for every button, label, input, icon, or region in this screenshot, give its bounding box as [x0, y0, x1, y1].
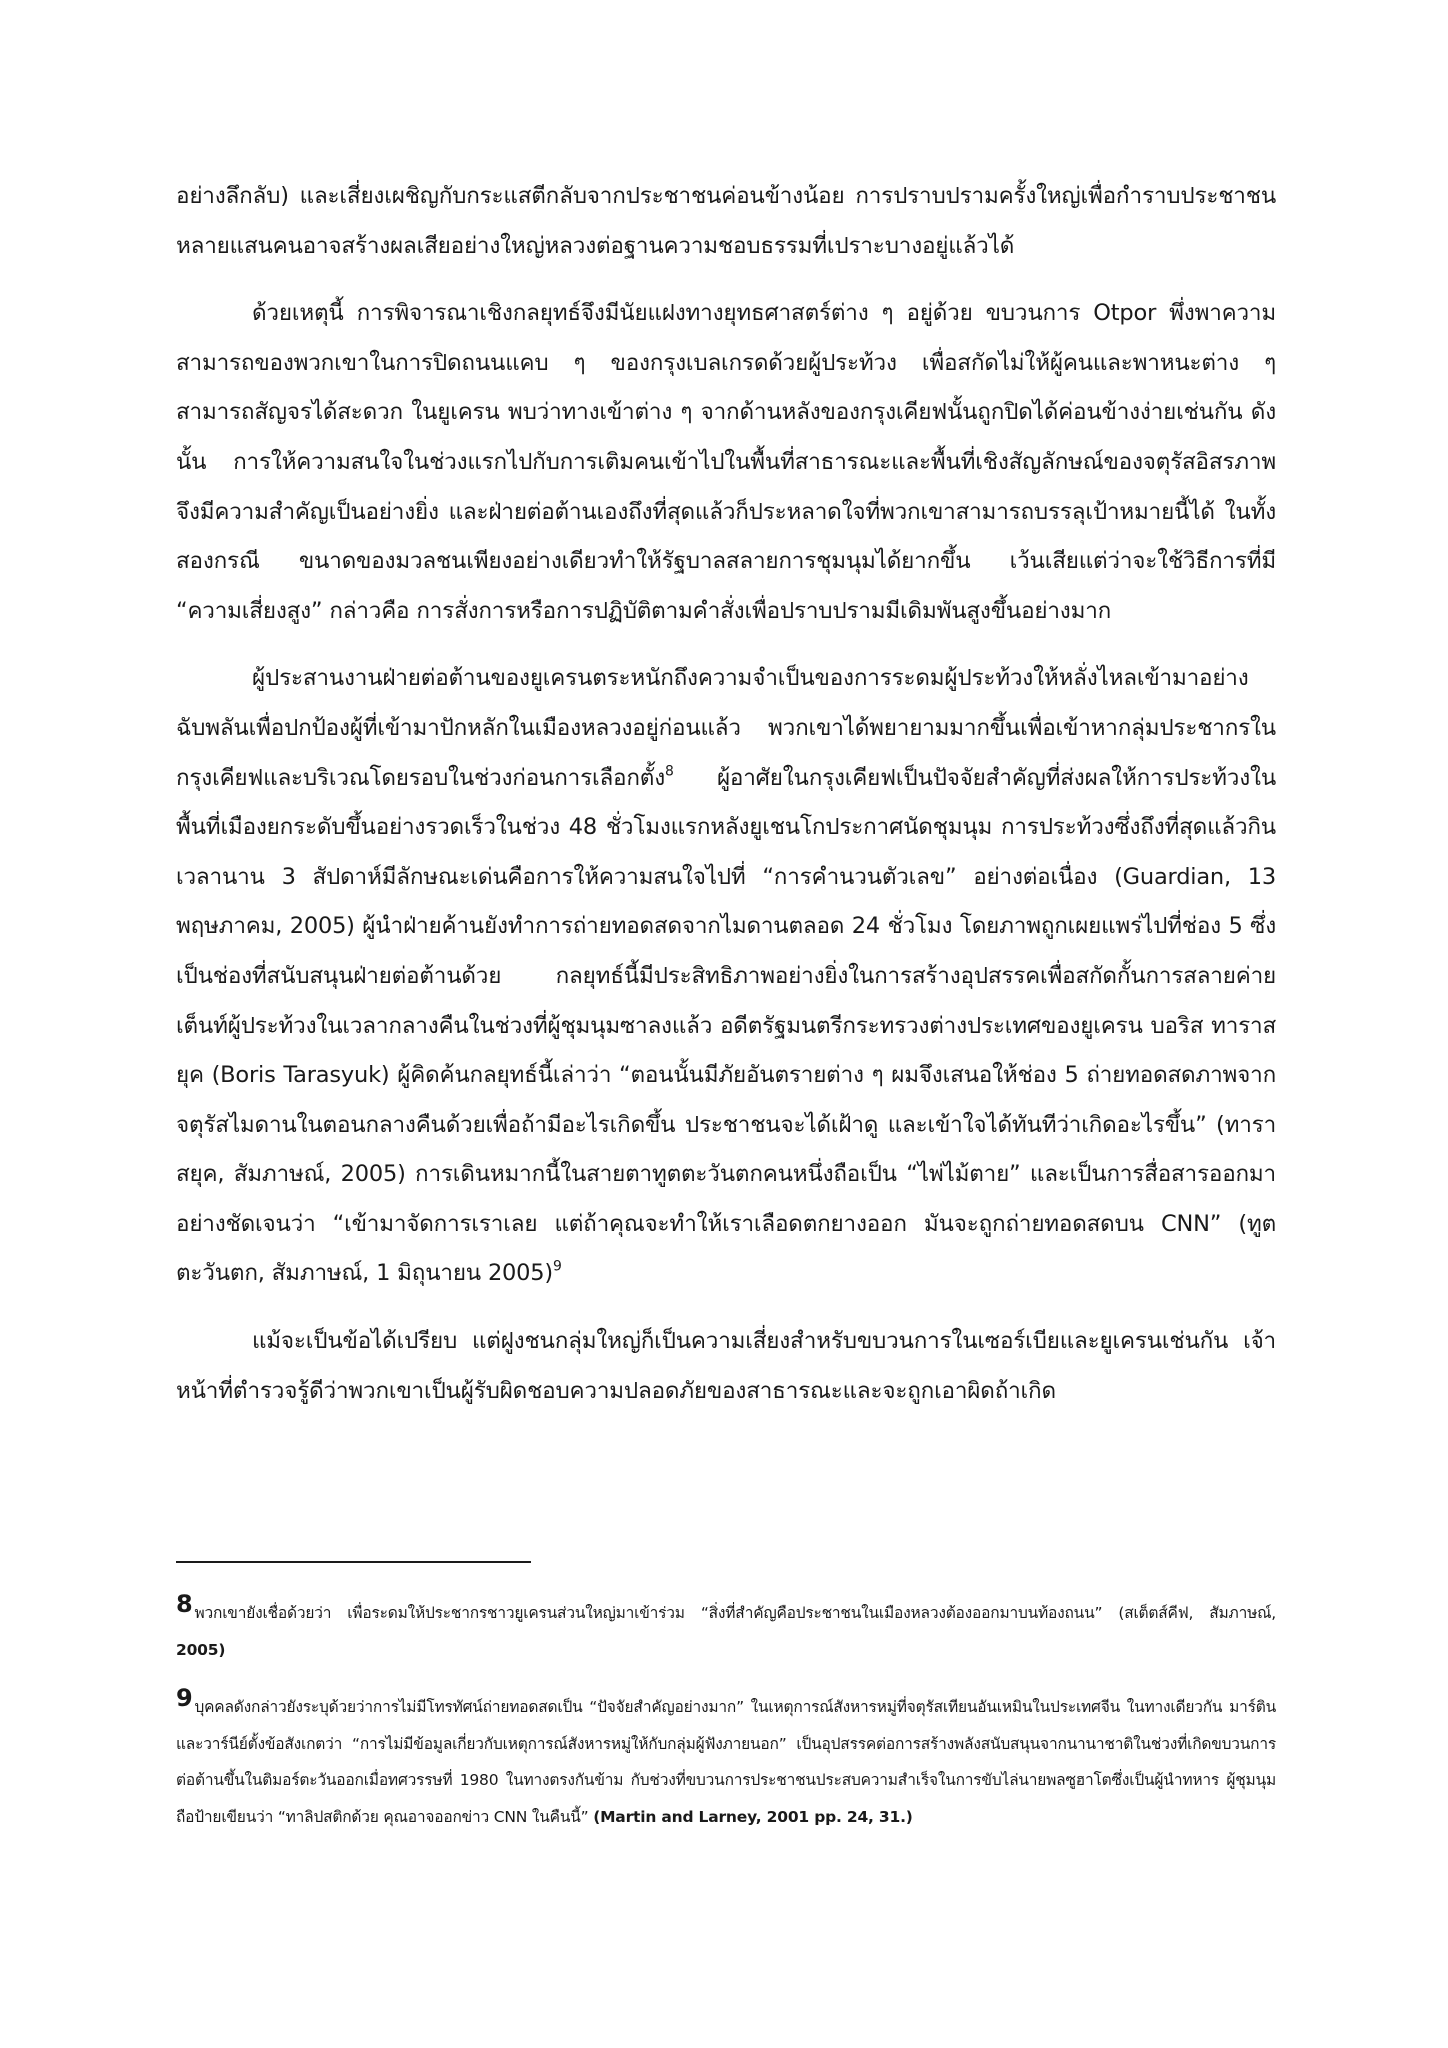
footnote-citation: 2005)	[176, 1640, 226, 1659]
footnote-8	[176, 1586, 1276, 1668]
footnote-ref-9[interactable]: 9	[552, 1258, 562, 1275]
paragraph-text-part2: ผู้อาศัยในกรุงเคียฟเป็นปัจจัยสำคัญที่ส่งผลให้การประท้วงในพื้นที่เมืองยกระดับขึ้นอย่างรวดเร็วในช่วง 48 ชั่วโมงแรกหลังยูเชนโกประกาศนัดชุมนุม การประท้วงซึ่งถึงที่สุดแล้วกินเวลานาน 3 สัปดาห์มีลักษณะเด่นคือการให้ความสนใจไปที่ “การคำนวนตัวเลข” อย่างต่อเนื่อง (Guardian, 13 พฤษภาคม, 2005) ผู้นำฝ่ายค้านยังทำการถ่ายทอดสดจากไมดานตลอด 24 ชั่วโมง โดยภาพถูกเผยแพร่ไปที่ช่อง 5 ซึ่งเป็นช่องที่สนับสนุนฝ่ายต่อต้านด้วย กลยุทธ์นี้มีประสิทธิภาพอย่างยิ่งในการสร้างอุปสรรคเพื่อสกัดกั้นการสลายค่ายเต็นท์ผู้ประท้วงในเวลากลางคืนในช่วงที่ผู้ชุมนุมซาลงแล้ว อดีตรัฐมนตรีกระทรวงต่างประเทศของยูเครน บอริส ทาราสยุค (Boris Tarasyuk) ผู้คิดค้นกลยุทธ์นี้เล่าว่า “ตอนนั้นมีภัยอันตรายต่าง ๆ ผมจึงเสนอให้ช่อง 5 ถ่ายทอดสดภาพจากจตุรัสไมดานในตอนกลางคืนด้วยเพื่อถ้ามีอะไรเกิดขึ้น ประชาชนจะได้เฝ้าดู และเข้าใจได้ทันทีว่าเกิดอะไรขึ้น” (ทาราสยุค, สัมภาษณ์, 2005) การเดินหมากนี้ในสายตาทูตตะวันตกคนหนึ่งถือเป็น “ไพ่ไม้ตาย” และเป็นการสื่อสารออกมาอย่างชัดเจนว่า “เข้ามาจัดการเราเลย แต่ถ้าคุณจะทำให้เราเลือดตกยางออก มันจะถูกถ่ายทอดสดบน CNN” (ทูตตะวันตก, สัมภาษณ์, 1 มิถุนายน 2005)	[176, 764, 1276, 1287]
footnotes	[176, 1586, 1276, 1847]
footnote-text: พวกเขายังเชื่อด้วยว่า เพื่อระดมให้ประชากรชาวยูเครนส่วนใหญ่มาเข้าร่วม “สิ่งที่สำคัญคือประชาชนในเมืองหลวงต้องออกมาบนท้องถนน” (สเต็ตส์คีฟ, สัมภาษณ์,	[194, 1604, 1276, 1622]
body-text	[176, 172, 1276, 1434]
paragraph-crowd-risk: แม้จะเป็นข้อได้เปรียบ แต่ฝูงชนกลุ่มใหญ่ก็เป็นความเสี่ยงสำหรับขบวนการในเซอร์เบียและยูเครนเช่นกัน เจ้าหน้าที่ตำรวจรู้ดีว่าพวกเขาเป็นผู้รับผิดชอบความปลอดภัยของสาธารณะและจะถูกเอาผิดถ้าเกิด	[176, 1328, 1276, 1404]
paragraph-strategy: ด้วยเหตุนี้ การพิจารณาเชิงกลยุทธ์จึงมีนัยแฝงทางยุทธศาสตร์ต่าง ๆ อยู่ด้วย ขบวนการ Otpor พึ่งพาความสามารถของพวกเขาในการปิดถนนแคบ ๆ ของกรุงเบลเกรดด้วยผู้ประท้วง เพื่อสกัดไม่ให้ผู้คนและพาหนะต่าง ๆ สามารถสัญจรได้สะดวก ในยูเครน พบว่าทางเข้าต่าง ๆ จากด้านหลังของกรุงเคียฟนั้นถูกปิดได้ค่อนข้างง่ายเช่นกัน ดังนั้น การให้ความสนใจในช่วงแรกไปกับการเติมคนเข้าไปในพื้นที่สาธารณะและพื้นที่เชิงสัญลักษณ์ของจตุรัสอิสรภาพจึงมีความสำคัญเป็นอย่างยิ่ง และฝ่ายต่อต้านเองถึงที่สุดแล้วก็ประหลาดใจที่พวกเขาสามารถบรรลุเป้าหมายนี้ได้ ในทั้งสองกรณี ขนาดของมวลชนเพียงอย่างเดียวทำให้รัฐบาลสลายการชุมนุมได้ยากขึ้น เว้นเสียแต่ว่าจะใช้วิธีการที่มี “ความเสี่ยงสูง” กล่าวคือ การสั่งการหรือการปฏิบัติตามคำสั่งเพื่อปราบปรามมีเดิมพันสูงขึ้นอย่างมาก	[176, 300, 1276, 624]
paragraph-text-part1: ผู้ประสานงานฝ่ายต่อต้านของยูเครนตระหนักถึงความจำเป็นของการระดมผู้ประท้วงให้หลั่งไหลเข้ามาอย่างฉับพลันเพื่อปกป้องผู้ที่เข้ามาปักหลักในเมืองหลวงอยู่ก่อนแล้ว พวกเขาได้พยายามมากขึ้นเพื่อเข้าหากลุ่มประชากรในกรุงเคียฟและบริเวณโดยรอบในช่วงก่อนการเลือกตั้ง	[176, 665, 1276, 791]
footnote-divider	[176, 1561, 531, 1563]
footnote-text: บุคคลดังกล่าวยังระบุด้วยว่าการไม่มีโทรทัศน์ถ่ายทอดสดเป็น “ปัจจัยสำคัญอย่างมาก” ในเหตุการณ์สังหารหมู่ที่จตุรัสเทียนอันเหมินในประเทศจีน ในทางเดียวกัน มาร์ตินและวาร์นีย์ตั้งข้อสังเกตว่า “การไม่มีข้อมูลเกี่ยวกับเหตุการณ์สังหารหมู่ให้กับกลุ่มผู้ฟังภายนอก” เป็นอุปสรรคต่อการสร้างพลังสนับสนุนจากนานาชาติในช่วงที่เกิดขบวนการต่อต้านขึ้นในติมอร์ตะวันออกเมื่อทศวรรษที่ 1980 ในทางตรงกันข้าม กับช่วงที่ขบวนการประชาชนประสบความสำเร็จในการขับไล่นายพลซูฮาโตซึ่งเป็นผู้นำทหาร ผู้ชุมนุมถือป้ายเขียนว่า “ทาลิปสติกด้วย คุณอาจออกข่าว CNN ในคืนนี้”	[176, 1698, 1276, 1826]
footnote-number: 8	[176, 1590, 193, 1618]
footnote-9	[176, 1680, 1276, 1835]
footnote-ref-8[interactable]: 8	[664, 762, 674, 779]
footnote-citation: (Martin and Larney, 2001 pp. 24, 31.)	[593, 1807, 913, 1826]
paragraph-continuation: อย่างลึกลับ) และเสี่ยงเผชิญกับกระแสตีกลับจากประชาชนค่อนข้างน้อย การปราบปรามครั้งใหญ่เพื่อกำราบประชาชนหลายแสนคนอาจสร้างผลเสียอย่างใหญ่หลวงต่อฐานความชอบธรรมที่เปราะบางอยู่แล้วได้	[176, 183, 1276, 259]
paragraph-ukraine-coordinators	[176, 654, 1276, 1299]
footnote-number: 9	[176, 1684, 193, 1712]
